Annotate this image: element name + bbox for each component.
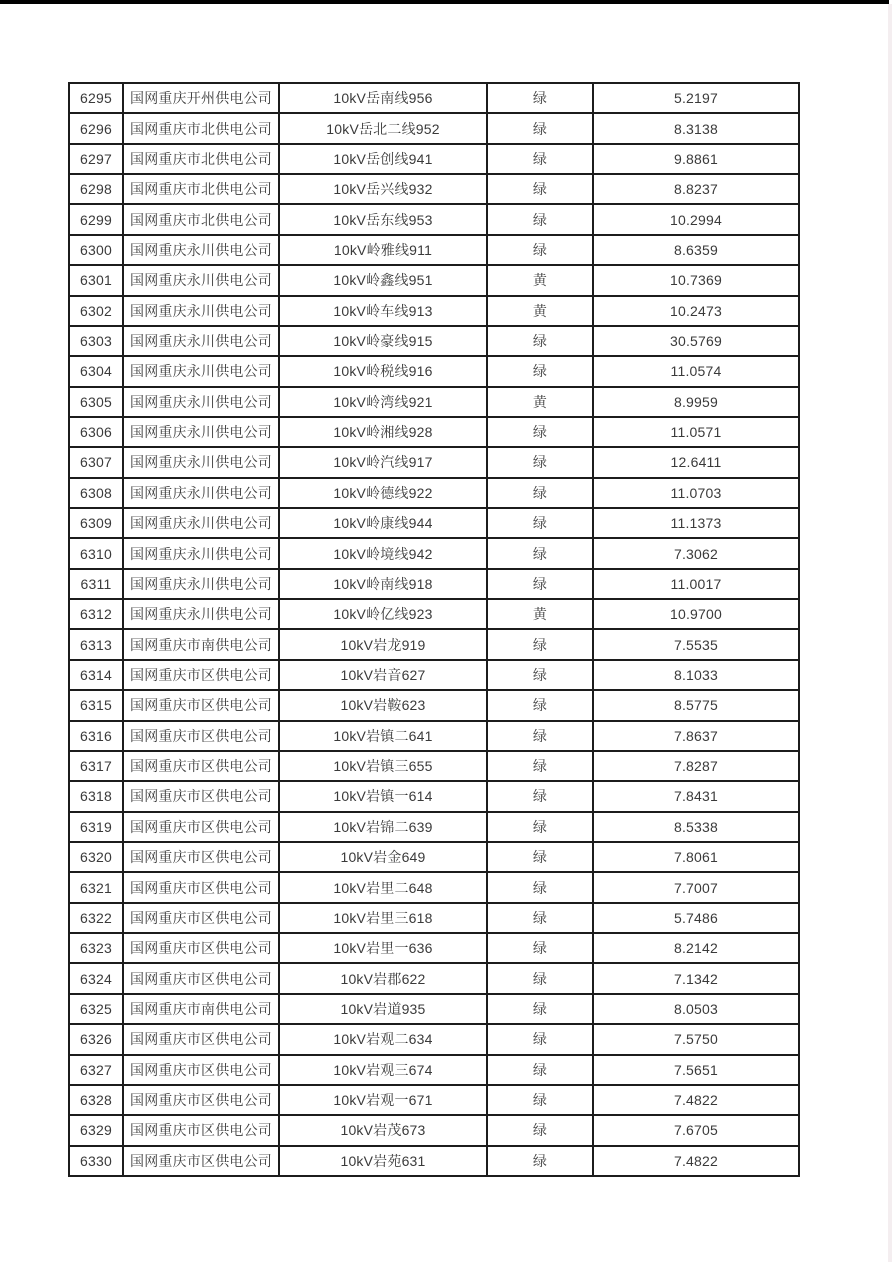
value-cell: 8.0503 — [593, 994, 799, 1024]
status-cell: 绿 — [487, 1146, 593, 1176]
company-cell: 国网重庆市区供电公司 — [123, 903, 279, 933]
value-cell: 8.5338 — [593, 812, 799, 842]
company-cell: 国网重庆市区供电公司 — [123, 660, 279, 690]
line-name-cell: 10kV岩茂673 — [279, 1115, 487, 1145]
table-row — [69, 144, 799, 174]
line-name-cell: 10kV岩镇三655 — [279, 751, 487, 781]
company-cell: 国网重庆永川供电公司 — [123, 417, 279, 447]
line-name-cell: 10kV岩苑631 — [279, 1146, 487, 1176]
table-row — [69, 751, 799, 781]
status-cell: 绿 — [487, 629, 593, 659]
line-name-cell: 10kV岭境线942 — [279, 538, 487, 568]
row-id-cell: 6320 — [69, 842, 123, 872]
status-cell: 绿 — [487, 326, 593, 356]
status-cell: 绿 — [487, 690, 593, 720]
page-top-border — [0, 0, 889, 4]
company-cell: 国网重庆永川供电公司 — [123, 326, 279, 356]
table-row — [69, 1085, 799, 1115]
status-cell: 绿 — [487, 963, 593, 993]
status-cell: 黄 — [487, 599, 593, 629]
value-cell: 7.5651 — [593, 1055, 799, 1085]
table-row — [69, 599, 799, 629]
line-name-cell: 10kV岳北二线952 — [279, 113, 487, 143]
value-cell: 11.0574 — [593, 356, 799, 386]
line-name-cell: 10kV岩观三674 — [279, 1055, 487, 1085]
table-row — [69, 690, 799, 720]
status-cell: 绿 — [487, 478, 593, 508]
table-row — [69, 629, 799, 659]
row-id-cell: 6312 — [69, 599, 123, 629]
row-id-cell: 6330 — [69, 1146, 123, 1176]
row-id-cell: 6313 — [69, 629, 123, 659]
status-cell: 绿 — [487, 812, 593, 842]
company-cell: 国网重庆市南供电公司 — [123, 994, 279, 1024]
table-row — [69, 842, 799, 872]
table-row — [69, 1055, 799, 1085]
status-cell: 绿 — [487, 781, 593, 811]
company-cell: 国网重庆市区供电公司 — [123, 1085, 279, 1115]
table-row — [69, 265, 799, 295]
table-row — [69, 781, 799, 811]
line-name-cell: 10kV岭德线922 — [279, 478, 487, 508]
company-cell: 国网重庆永川供电公司 — [123, 447, 279, 477]
row-id-cell: 6317 — [69, 751, 123, 781]
value-cell: 8.8237 — [593, 174, 799, 204]
row-id-cell: 6300 — [69, 235, 123, 265]
row-id-cell: 6311 — [69, 569, 123, 599]
line-name-cell: 10kV岳东线953 — [279, 204, 487, 234]
company-cell: 国网重庆市区供电公司 — [123, 781, 279, 811]
value-cell: 7.8287 — [593, 751, 799, 781]
status-cell: 绿 — [487, 569, 593, 599]
value-cell: 10.9700 — [593, 599, 799, 629]
line-name-cell: 10kV岭税线916 — [279, 356, 487, 386]
line-name-cell: 10kV岩音627 — [279, 660, 487, 690]
table-row — [69, 326, 799, 356]
company-cell: 国网重庆永川供电公司 — [123, 387, 279, 417]
row-id-cell: 6310 — [69, 538, 123, 568]
line-name-cell: 10kV岩镇一614 — [279, 781, 487, 811]
status-cell: 绿 — [487, 538, 593, 568]
status-cell: 绿 — [487, 660, 593, 690]
value-cell: 30.5769 — [593, 326, 799, 356]
status-cell: 绿 — [487, 447, 593, 477]
table-row — [69, 933, 799, 963]
table-row — [69, 508, 799, 538]
company-cell: 国网重庆市北供电公司 — [123, 113, 279, 143]
power-line-table-container — [68, 82, 798, 1175]
status-cell: 绿 — [487, 1115, 593, 1145]
row-id-cell: 6304 — [69, 356, 123, 386]
status-cell: 绿 — [487, 356, 593, 386]
row-id-cell: 6299 — [69, 204, 123, 234]
table-row — [69, 417, 799, 447]
row-id-cell: 6327 — [69, 1055, 123, 1085]
value-cell: 7.5750 — [593, 1024, 799, 1054]
value-cell: 7.4822 — [593, 1085, 799, 1115]
table-body — [69, 83, 799, 1176]
status-cell: 绿 — [487, 508, 593, 538]
table-row — [69, 994, 799, 1024]
company-cell: 国网重庆市区供电公司 — [123, 933, 279, 963]
row-id-cell: 6325 — [69, 994, 123, 1024]
row-id-cell: 6326 — [69, 1024, 123, 1054]
line-name-cell: 10kV岭湘线928 — [279, 417, 487, 447]
status-cell: 黄 — [487, 296, 593, 326]
status-cell: 绿 — [487, 1024, 593, 1054]
row-id-cell: 6315 — [69, 690, 123, 720]
table-row — [69, 569, 799, 599]
company-cell: 国网重庆永川供电公司 — [123, 296, 279, 326]
value-cell: 7.8431 — [593, 781, 799, 811]
row-id-cell: 6308 — [69, 478, 123, 508]
line-name-cell: 10kV岩里三618 — [279, 903, 487, 933]
value-cell: 7.5535 — [593, 629, 799, 659]
line-name-cell: 10kV岩龙919 — [279, 629, 487, 659]
table-row — [69, 812, 799, 842]
value-cell: 8.3138 — [593, 113, 799, 143]
power-line-table — [68, 82, 800, 1177]
line-name-cell: 10kV岳创线941 — [279, 144, 487, 174]
line-name-cell: 10kV岩金649 — [279, 842, 487, 872]
line-name-cell: 10kV岳兴线932 — [279, 174, 487, 204]
status-cell: 绿 — [487, 933, 593, 963]
line-name-cell: 10kV岭亿线923 — [279, 599, 487, 629]
company-cell: 国网重庆市北供电公司 — [123, 204, 279, 234]
value-cell: 7.1342 — [593, 963, 799, 993]
line-name-cell: 10kV岳南线956 — [279, 83, 487, 113]
value-cell: 8.9959 — [593, 387, 799, 417]
company-cell: 国网重庆市区供电公司 — [123, 842, 279, 872]
row-id-cell: 6303 — [69, 326, 123, 356]
row-id-cell: 6307 — [69, 447, 123, 477]
row-id-cell: 6298 — [69, 174, 123, 204]
row-id-cell: 6306 — [69, 417, 123, 447]
table-row — [69, 174, 799, 204]
row-id-cell: 6321 — [69, 872, 123, 902]
status-cell: 绿 — [487, 417, 593, 447]
value-cell: 5.7486 — [593, 903, 799, 933]
table-row — [69, 538, 799, 568]
company-cell: 国网重庆市区供电公司 — [123, 963, 279, 993]
company-cell: 国网重庆市区供电公司 — [123, 690, 279, 720]
value-cell: 8.2142 — [593, 933, 799, 963]
company-cell: 国网重庆市区供电公司 — [123, 1115, 279, 1145]
value-cell: 7.3062 — [593, 538, 799, 568]
value-cell: 7.8637 — [593, 721, 799, 751]
row-id-cell: 6305 — [69, 387, 123, 417]
table-row — [69, 963, 799, 993]
value-cell: 8.5775 — [593, 690, 799, 720]
status-cell: 绿 — [487, 144, 593, 174]
table-row — [69, 235, 799, 265]
status-cell: 绿 — [487, 235, 593, 265]
row-id-cell: 6295 — [69, 83, 123, 113]
page-right-edge — [888, 4, 892, 1262]
value-cell: 10.7369 — [593, 265, 799, 295]
status-cell: 黄 — [487, 387, 593, 417]
status-cell: 绿 — [487, 751, 593, 781]
line-name-cell: 10kV岭南线918 — [279, 569, 487, 599]
row-id-cell: 6322 — [69, 903, 123, 933]
company-cell: 国网重庆市区供电公司 — [123, 812, 279, 842]
status-cell: 绿 — [487, 721, 593, 751]
row-id-cell: 6297 — [69, 144, 123, 174]
table-row — [69, 872, 799, 902]
status-cell: 绿 — [487, 903, 593, 933]
value-cell: 11.0017 — [593, 569, 799, 599]
line-name-cell: 10kV岩观二634 — [279, 1024, 487, 1054]
line-name-cell: 10kV岩锦二639 — [279, 812, 487, 842]
line-name-cell: 10kV岭豪线915 — [279, 326, 487, 356]
company-cell: 国网重庆永川供电公司 — [123, 478, 279, 508]
row-id-cell: 6314 — [69, 660, 123, 690]
line-name-cell: 10kV岩鞍623 — [279, 690, 487, 720]
company-cell: 国网重庆永川供电公司 — [123, 508, 279, 538]
row-id-cell: 6316 — [69, 721, 123, 751]
status-cell: 绿 — [487, 83, 593, 113]
table-row — [69, 113, 799, 143]
row-id-cell: 6328 — [69, 1085, 123, 1115]
row-id-cell: 6329 — [69, 1115, 123, 1145]
status-cell: 绿 — [487, 113, 593, 143]
table-row — [69, 660, 799, 690]
company-cell: 国网重庆永川供电公司 — [123, 265, 279, 295]
line-name-cell: 10kV岩郡622 — [279, 963, 487, 993]
row-id-cell: 6323 — [69, 933, 123, 963]
company-cell: 国网重庆永川供电公司 — [123, 538, 279, 568]
table-row — [69, 1115, 799, 1145]
row-id-cell: 6301 — [69, 265, 123, 295]
value-cell: 7.4822 — [593, 1146, 799, 1176]
status-cell: 黄 — [487, 265, 593, 295]
value-cell: 10.2994 — [593, 204, 799, 234]
value-cell: 7.6705 — [593, 1115, 799, 1145]
row-id-cell: 6309 — [69, 508, 123, 538]
value-cell: 9.8861 — [593, 144, 799, 174]
line-name-cell: 10kV岩观一671 — [279, 1085, 487, 1115]
company-cell: 国网重庆市区供电公司 — [123, 1024, 279, 1054]
table-row — [69, 356, 799, 386]
company-cell: 国网重庆市区供电公司 — [123, 751, 279, 781]
company-cell: 国网重庆市北供电公司 — [123, 144, 279, 174]
table-row — [69, 387, 799, 417]
company-cell: 国网重庆永川供电公司 — [123, 599, 279, 629]
table-row — [69, 83, 799, 113]
table-row — [69, 1024, 799, 1054]
value-cell: 8.6359 — [593, 235, 799, 265]
line-name-cell: 10kV岭鑫线951 — [279, 265, 487, 295]
table-row — [69, 1146, 799, 1176]
company-cell: 国网重庆市区供电公司 — [123, 1146, 279, 1176]
line-name-cell: 10kV岩里一636 — [279, 933, 487, 963]
value-cell: 7.7007 — [593, 872, 799, 902]
table-row — [69, 204, 799, 234]
line-name-cell: 10kV岭汽线917 — [279, 447, 487, 477]
line-name-cell: 10kV岭雅线911 — [279, 235, 487, 265]
status-cell: 绿 — [487, 204, 593, 234]
company-cell: 国网重庆永川供电公司 — [123, 569, 279, 599]
status-cell: 绿 — [487, 174, 593, 204]
status-cell: 绿 — [487, 994, 593, 1024]
value-cell: 8.1033 — [593, 660, 799, 690]
company-cell: 国网重庆市区供电公司 — [123, 1055, 279, 1085]
row-id-cell: 6319 — [69, 812, 123, 842]
status-cell: 绿 — [487, 842, 593, 872]
value-cell: 11.0703 — [593, 478, 799, 508]
row-id-cell: 6296 — [69, 113, 123, 143]
row-id-cell: 6318 — [69, 781, 123, 811]
line-name-cell: 10kV岭湾线921 — [279, 387, 487, 417]
table-row — [69, 296, 799, 326]
company-cell: 国网重庆永川供电公司 — [123, 356, 279, 386]
table-row — [69, 478, 799, 508]
value-cell: 5.2197 — [593, 83, 799, 113]
line-name-cell: 10kV岭康线944 — [279, 508, 487, 538]
value-cell: 11.1373 — [593, 508, 799, 538]
company-cell: 国网重庆永川供电公司 — [123, 235, 279, 265]
value-cell: 11.0571 — [593, 417, 799, 447]
line-name-cell: 10kV岩镇二641 — [279, 721, 487, 751]
table-row — [69, 903, 799, 933]
company-cell: 国网重庆开州供电公司 — [123, 83, 279, 113]
status-cell: 绿 — [487, 1055, 593, 1085]
value-cell: 7.8061 — [593, 842, 799, 872]
row-id-cell: 6324 — [69, 963, 123, 993]
company-cell: 国网重庆市区供电公司 — [123, 721, 279, 751]
value-cell: 12.6411 — [593, 447, 799, 477]
company-cell: 国网重庆市南供电公司 — [123, 629, 279, 659]
row-id-cell: 6302 — [69, 296, 123, 326]
status-cell: 绿 — [487, 872, 593, 902]
line-name-cell: 10kV岩道935 — [279, 994, 487, 1024]
value-cell: 10.2473 — [593, 296, 799, 326]
company-cell: 国网重庆市北供电公司 — [123, 174, 279, 204]
table-row — [69, 721, 799, 751]
company-cell: 国网重庆市区供电公司 — [123, 872, 279, 902]
line-name-cell: 10kV岭车线913 — [279, 296, 487, 326]
line-name-cell: 10kV岩里二648 — [279, 872, 487, 902]
table-row — [69, 447, 799, 477]
status-cell: 绿 — [487, 1085, 593, 1115]
